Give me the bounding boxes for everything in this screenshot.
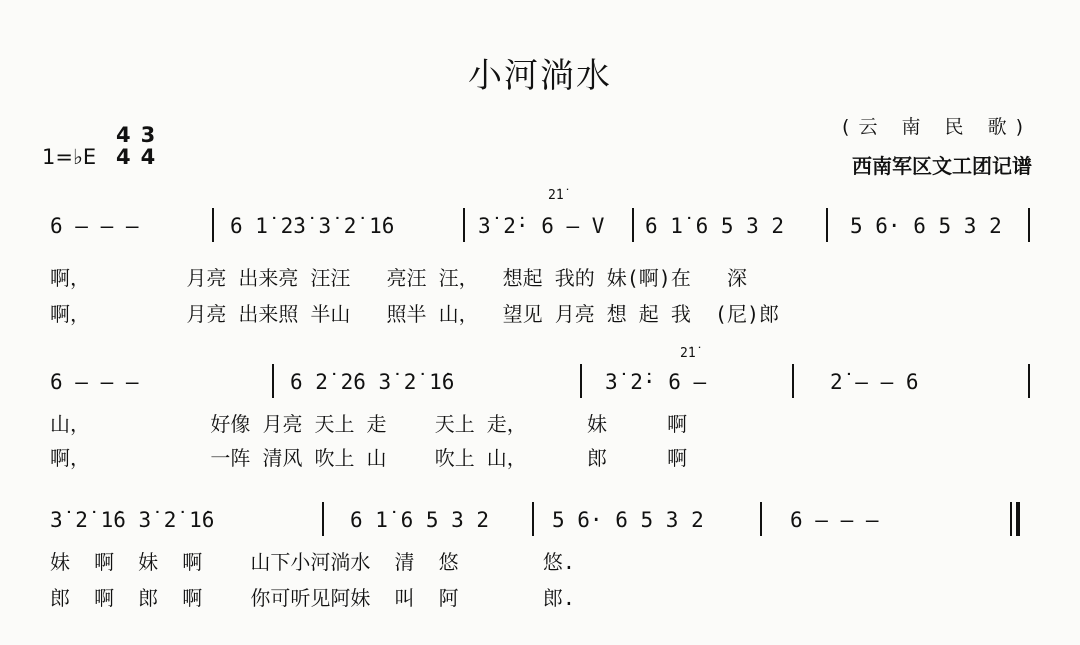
measure: 6 — — — bbox=[50, 370, 139, 394]
measure: 6 2̇ 2̇6 3̇ 2̇ 1̇6 bbox=[290, 370, 455, 394]
key-signature: 1=♭E bbox=[42, 145, 97, 169]
barline bbox=[1010, 502, 1012, 536]
grace-note: 2̇1̇ bbox=[680, 346, 696, 361]
transcriber-credit: 西南军区文工团记谱 bbox=[852, 154, 1032, 178]
measure: 2̇ — — 6 bbox=[830, 370, 919, 394]
barline bbox=[322, 502, 324, 536]
barline bbox=[212, 208, 214, 242]
score-row-3 bbox=[0, 508, 1080, 542]
score-row-2 bbox=[0, 346, 1080, 404]
score-row-1 bbox=[0, 188, 1080, 248]
barline bbox=[1028, 364, 1030, 398]
barline bbox=[632, 208, 634, 242]
measure: 6 — — — bbox=[790, 508, 879, 532]
measure: 3̇ 2̇· 6 — V bbox=[478, 214, 605, 238]
barline bbox=[792, 364, 794, 398]
measure: 5 6· 6 5 3 2 bbox=[850, 214, 1002, 238]
barline bbox=[1028, 208, 1030, 242]
measure: 3̇ 2̇ 1̇6 3̇ 2̇ 1̇6 bbox=[50, 508, 215, 532]
measure: 3̇ 2̇· 6 — bbox=[605, 370, 707, 394]
measure: 6 1̇ 2̇3̇ 3̇ 2̇ 1̇6 bbox=[230, 214, 395, 238]
time-signature-b: 3 4 bbox=[140, 123, 156, 169]
barline bbox=[463, 208, 465, 242]
barline bbox=[272, 364, 274, 398]
grace-note: 2̇1̇ bbox=[548, 188, 564, 203]
barline bbox=[826, 208, 828, 242]
song-title: 小河淌水 bbox=[468, 56, 612, 96]
barline bbox=[532, 502, 534, 536]
measure: 6 1̇ 6 5 3 2 bbox=[350, 508, 490, 532]
barline bbox=[760, 502, 762, 536]
barline bbox=[580, 364, 582, 398]
time-signature-a: 4 4 bbox=[116, 123, 131, 169]
final-barline bbox=[1016, 502, 1020, 536]
song-origin: (云 南 民 歌) bbox=[842, 116, 1032, 138]
measure: 5 6· 6 5 3 2 bbox=[552, 508, 704, 532]
time-signature bbox=[116, 124, 155, 168]
measure: 6 1̇ 6 5 3 2 bbox=[645, 214, 785, 238]
measure: 6 — — — bbox=[50, 214, 139, 238]
